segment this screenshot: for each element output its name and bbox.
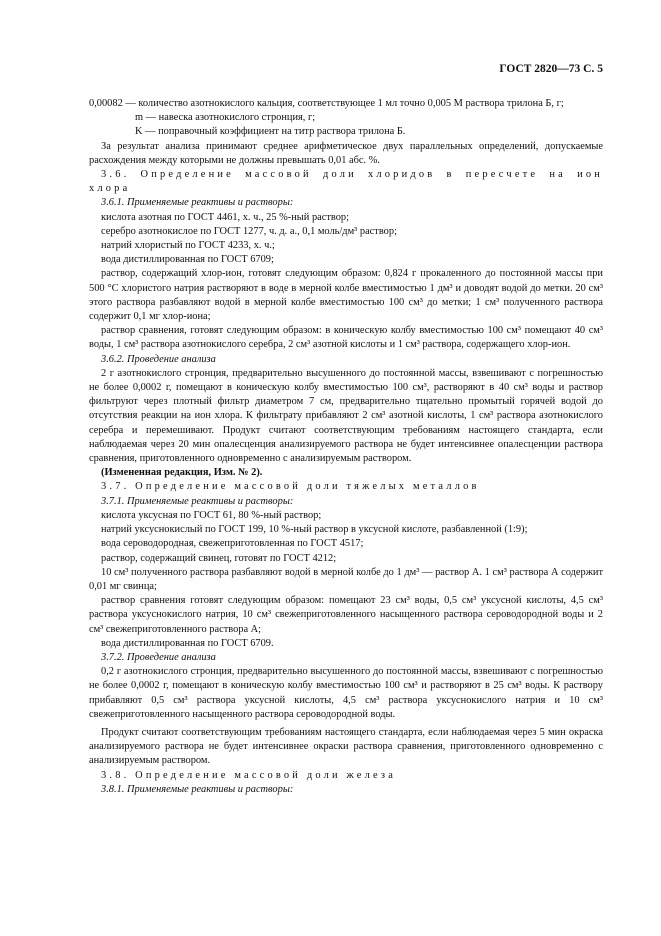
analysis-paragraph-3-6-2: 2 г азотнокислого стронция, предварительно высушенного до постоянной массы, взвешивают с погрешностью не более 0,0002 г, помещают в коническую колбу вместимостью 100 см³, растворяют в 40 см³ воды и раствор фильтруют через плотный фильтр диаметром 7 см, предварительно тщательно промытый горячей водой до отсутствия реакции на ион хлора. К фильтрату прибавляют 2 см³ азотной кислоты, 1 см³ раствора азотнокислого серебра и перемешивают. Продукт считают соответствующим требованиям настоящего стандарта, если наблюдаемая через 20 мин опалесценция анализируемого раствора не будет интенсивнее опалесценции раствора сравнения, приготовленного одновременно с анализируемым раствором.	[89, 367, 603, 465]
reagent-item: натрий хлористый по ГОСТ 4233, х. ч.;	[101, 240, 275, 252]
amendment-note: (Измененная редакция, Изм. № 2).	[101, 467, 263, 479]
formula-term-m: m — навеска азотнокислого стронция, г;	[135, 112, 316, 124]
reagent-item: кислота азотная по ГОСТ 4461, х. ч., 25 %-ный раствор;	[101, 211, 350, 223]
reagent-item: серебро азотнокислое по ГОСТ 1277, ч. д. а., 0,1 моль/дм³ раствор;	[101, 225, 397, 237]
result-paragraph: За результат анализа принимают среднее арифметическое двух параллельных определений, допускаемые расхождения между которыми не должны превышать 0,01 абс. %.	[89, 140, 603, 166]
subsection-heading-3-7-2: 3.7.2. Проведение анализа	[101, 651, 216, 663]
subsection-heading-3-6-2: 3.6.2. Проведение анализа	[101, 353, 216, 365]
section-heading-3-8: 3.8. Определение массовой доли железа	[101, 769, 397, 781]
subsection-heading-3-8-1: 3.8.1. Применяемые реактивы и растворы:	[101, 783, 294, 795]
formula-term-0-00082: 0,00082 — количество азотнокислого кальция, соответствующее 1 мл точно 0,005 М раствора трилона Б, г;	[89, 98, 564, 109]
reagent-item: кислота уксусная по ГОСТ 61, 80 %-ный раствор;	[101, 509, 322, 521]
reference-solution-paragraph: раствор сравнения, готовят следующим образом: в коническую колбу вместимостью 100 см³ помещают 40 см³ воды, 1 см³ раствора азотнокислого серебра, 2 см³ азотной кислоты и 1 см³ раствора, содержащего хлор-ион.	[89, 325, 603, 351]
formula-term-k: K — поправочный коэффициент на титр раствора трилона Б.	[135, 126, 406, 138]
reagent-item: натрий уксуснокислый по ГОСТ 199, 10 %-ный раствор в уксусной кислоте, разбавленной (1:9);	[101, 524, 528, 536]
chloride-solution-paragraph: раствор, содержащий хлор-ион, готовят следующим образом: 0,824 г прокаленного до постоянной массы при 500 °С хлористого натрия растворяют в воде в мерной колбе вместимостью 1 дм³ и доводят водой до метки. 20 см³ этого раствора разбавляют водой в мерной колбе вместимостью 100 см³ до метки; 1 см³ полученного раствора содержит 0,1 мг хлор-иона;	[89, 268, 603, 323]
subsection-heading-3-7-1: 3.7.1. Применяемые реактивы и растворы:	[101, 495, 294, 507]
page-body	[89, 97, 603, 797]
reagent-item: вода дистиллированная по ГОСТ 6709;	[101, 254, 274, 266]
reagent-item: вода сероводородная, свежеприготовленная по ГОСТ 4517;	[101, 538, 364, 550]
section-heading-3-6: 3.6. Определение массовой доли хлоридов в пересчете на ион хлора	[89, 169, 603, 195]
subsection-heading-3-6-1: 3.6.1. Применяемые реактивы и растворы:	[101, 197, 294, 209]
analysis-paragraph-3-7-2: 0,2 г азотнокислого стронция, предварительно высушенного до постоянной массы, взвешивают с погрешностью не более 0,0002 г, помещают в коническую колбу вместимостью 100 см³ и растворяют в 25 см³ воды. К раствору прибавляют 0,5 см³ раствора уксусной кислоты, 4,5 см³ раствора уксуснокислого натрия и 10 см³ свежеприготовленного насыщенного раствора сероводородной воды.	[89, 666, 603, 720]
section-heading-3-7: 3.7. Определение массовой доли тяжелых металлов	[101, 481, 480, 493]
reagent-item: вода дистиллированная по ГОСТ 6709.	[101, 637, 274, 649]
reagent-item: раствор, содержащий свинец, готовят по ГОСТ 4212;	[101, 552, 337, 564]
conclusion-paragraph: Продукт считают соответствующим требованиям настоящего стандарта, если наблюдаемая через 5 мин окраска анализируемого раствора не будет интенсивнее окраски раствора сравнения, приготовленного одновременно с анализируемым раствором.	[89, 726, 603, 767]
page-header: ГОСТ 2820—73 С. 5	[499, 63, 603, 75]
reference-solution-paragraph: раствор сравнения готовят следующим образом: помещают 23 см³ воды, 0,5 см³ уксусной кислоты, 4,5 см³ раствора уксуснокислого натрия, 10 см³ свежеприготовленного насыщенного раствора сероводородной воды и 2 см³ свежеприготовленного раствора А;	[89, 595, 603, 635]
solution-a-paragraph: 10 см³ полученного раствора разбавляют водой в мерной колбе до 1 дм³ — раствор А. 1 см³ раствора А содержит 0,01 мг свинца;	[89, 566, 603, 592]
